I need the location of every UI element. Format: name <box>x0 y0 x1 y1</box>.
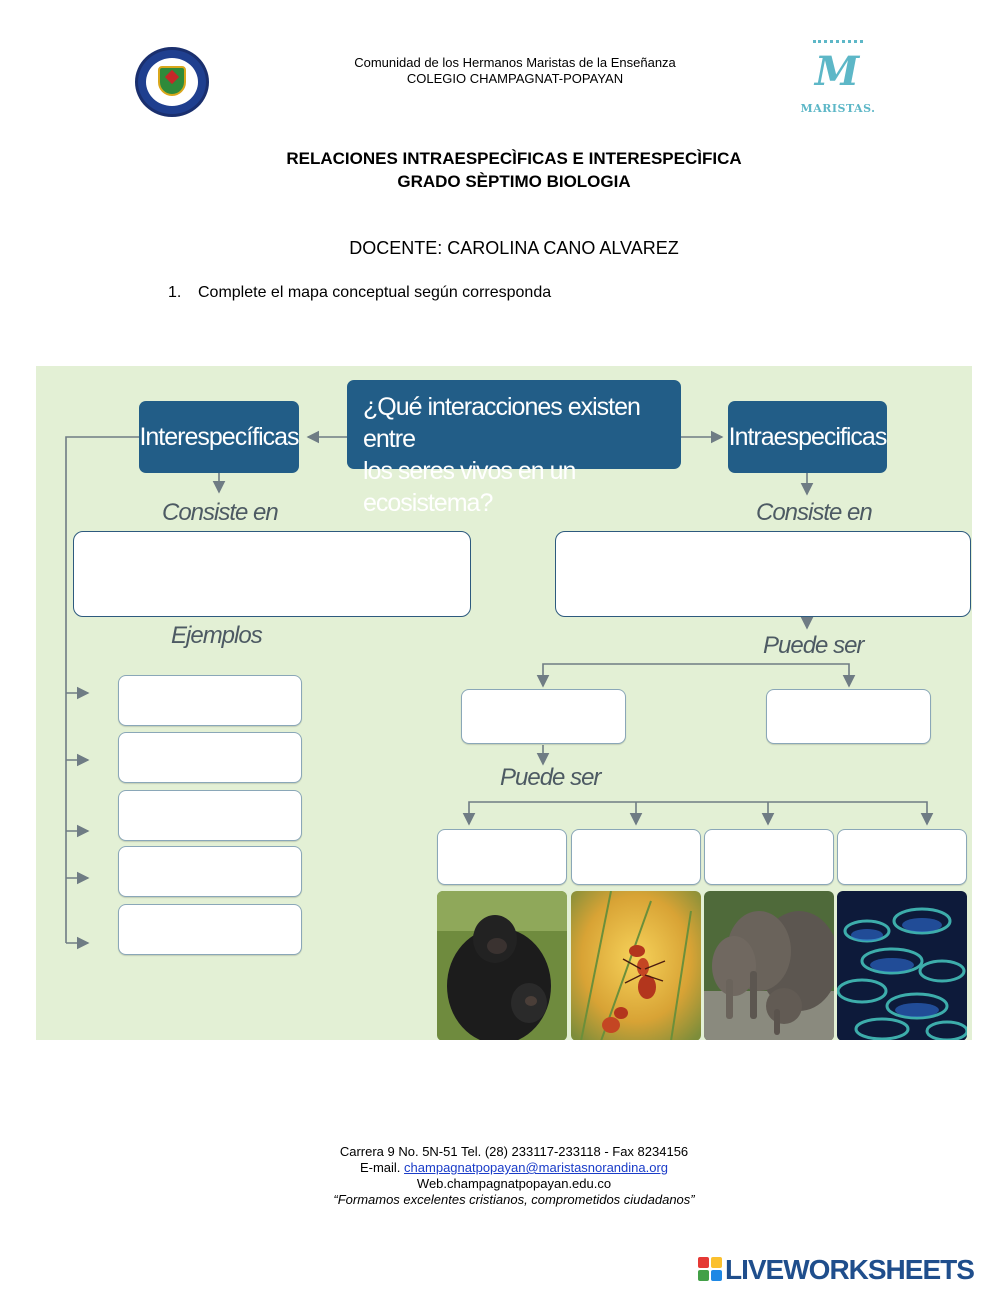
puede-ser-label-2: Puede ser <box>500 764 601 791</box>
intra-subtype-input-4[interactable] <box>837 829 967 885</box>
footer <box>14 1144 1000 1208</box>
intra-definition-input[interactable] <box>555 531 971 617</box>
maristas-monogram: M <box>814 48 860 95</box>
inter-example-input-1[interactable] <box>118 675 302 726</box>
puede-ser-label-1: Puede ser <box>763 632 864 659</box>
instruction-text: Complete el mapa conceptual según corresponda <box>198 284 552 301</box>
central-question-node <box>347 380 681 517</box>
inter-example-input-4[interactable] <box>118 846 302 897</box>
intra-type-input-1[interactable] <box>461 689 626 744</box>
title-line-1: RELACIONES INTRAESPECÌFICAS E INTERESPECÌFICA <box>286 149 742 168</box>
elephant-herd-photo <box>704 891 834 1040</box>
inter-example-input-5[interactable] <box>118 904 302 955</box>
consiste-en-right-label: Consiste en <box>756 499 872 526</box>
community-name: Comunidad de los Hermanos Maristas de la Enseñanza <box>354 55 676 70</box>
split-level-1 <box>543 664 849 684</box>
maristas-logo-text: MARISTAS. <box>800 102 876 115</box>
title-line-2: GRADO SÈPTIMO BIOLOGIA <box>397 172 631 191</box>
instruction-number: 1. <box>168 284 182 301</box>
footer-web: Web.champagnatpopayan.edu.co <box>416 1176 612 1191</box>
instruction <box>168 284 551 302</box>
maristas-logo-icon <box>795 40 881 118</box>
footer-email-link[interactable]: champagnatpopayan@maristasnorandina.org <box>404 1160 669 1175</box>
intra-type-input-2[interactable] <box>766 689 931 744</box>
footer-email-line <box>14 1160 1000 1176</box>
intraespecificas-node: Intraespecificas <box>728 401 887 473</box>
question-line-1: ¿Qué interacciones existen entre <box>363 393 640 453</box>
ejemplos-label: Ejemplos <box>171 622 262 649</box>
page-title <box>14 147 1000 193</box>
school-name: COLEGIO CHAMPAGNAT-POPAYAN <box>406 71 624 86</box>
footer-email-label: E-mail. <box>359 1160 401 1175</box>
liveworksheets-logo-icon <box>698 1257 722 1283</box>
split-level-2 <box>469 802 927 821</box>
footer-motto: “Formamos excelentes cristianos, comprometidos ciudadanos” <box>333 1192 695 1207</box>
inter-example-input-3[interactable] <box>118 790 302 841</box>
consiste-en-left-label: Consiste en <box>162 499 278 526</box>
intra-subtype-input-2[interactable] <box>571 829 701 885</box>
docente-line: DOCENTE: CAROLINA CANO ALVAREZ <box>349 238 679 258</box>
interespecificas-node: Interespecíficas <box>139 401 299 473</box>
intra-subtype-input-3[interactable] <box>704 829 834 885</box>
question-line-2: los seres vivos en un ecosistema? <box>363 457 576 517</box>
maristas-crown <box>813 40 863 46</box>
concept-map <box>36 366 972 1040</box>
coral-reef-photo <box>837 891 967 1040</box>
footer-address: Carrera 9 No. 5N-51 Tel. (28) 233117-233118 - Fax 8234156 <box>339 1144 689 1159</box>
inter-definition-input[interactable] <box>73 531 471 617</box>
ants-photo <box>571 891 701 1040</box>
inter-example-input-2[interactable] <box>118 732 302 783</box>
liveworksheets-wordmark: LIVEWORKSHEETS <box>725 1254 974 1285</box>
intra-subtype-input-1[interactable] <box>437 829 567 885</box>
gorilla-family-photo <box>437 891 567 1040</box>
